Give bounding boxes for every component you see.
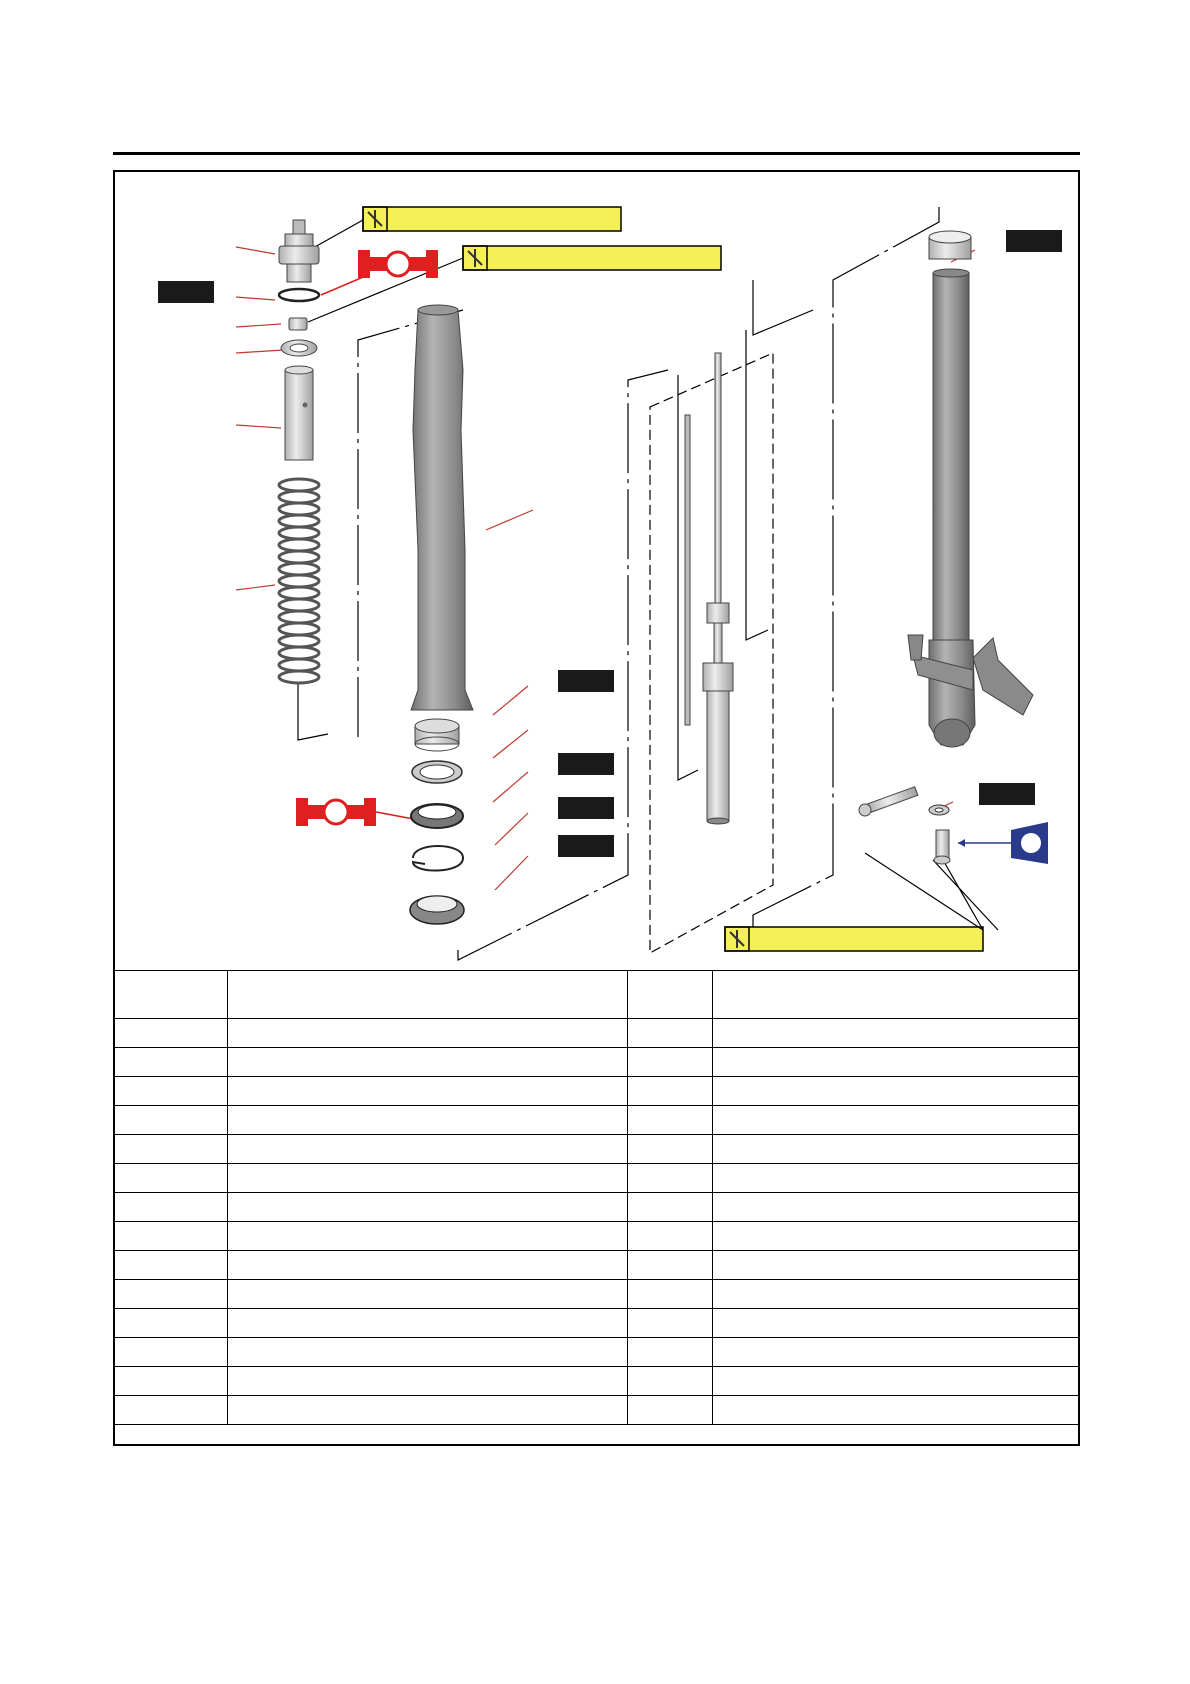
table-cell: [228, 1048, 628, 1077]
table-cell: [628, 1222, 713, 1251]
table-row: [114, 1077, 1080, 1106]
table-cell: [713, 1077, 1080, 1106]
table-cell: [228, 1164, 628, 1193]
table-cell: [228, 1193, 628, 1222]
table-cell: [628, 1164, 713, 1193]
small-washer: [929, 805, 949, 815]
table-row: [114, 1280, 1080, 1309]
table-cell: [713, 971, 1080, 1019]
oil-seal-clip: [413, 846, 463, 871]
leader-lines: [236, 247, 975, 890]
table-cell: [228, 1309, 628, 1338]
table-cell: [114, 1135, 228, 1164]
table-cell: [628, 1106, 713, 1135]
table-cell: [628, 1077, 713, 1106]
table-cell: [628, 1251, 713, 1280]
table-cell: [628, 1135, 713, 1164]
inner-tube: [933, 269, 969, 643]
table-cell: [713, 1019, 1080, 1048]
table-cell: [228, 1019, 628, 1048]
table-cell: [628, 1396, 713, 1425]
spec-box-top: [363, 207, 621, 231]
parts-table: [113, 970, 1080, 1425]
table-cell: [713, 1106, 1080, 1135]
table-cell: [228, 971, 628, 1019]
table-cell: [114, 1193, 228, 1222]
table-cell: [628, 1309, 713, 1338]
table-cell: [713, 1135, 1080, 1164]
cap-bolt: [279, 220, 319, 282]
table-cell: [713, 1222, 1080, 1251]
table-cell: [628, 1019, 713, 1048]
table-cell: [713, 1251, 1080, 1280]
exploded-view-diagram: [113, 170, 1080, 971]
header-rule: [113, 152, 1080, 155]
table-cell: [713, 1338, 1080, 1367]
table-cell: [628, 1280, 713, 1309]
new-part-icon: [296, 798, 376, 826]
table-row: [114, 1164, 1080, 1193]
fork-spring: [279, 479, 319, 683]
table-cell: [114, 1396, 228, 1425]
table-row: [114, 1222, 1080, 1251]
o-ring: [279, 289, 319, 301]
table-cell: [114, 1019, 228, 1048]
table-cell: [114, 1251, 228, 1280]
table-cell: [228, 1396, 628, 1425]
damper-rod: [703, 353, 733, 824]
table-row: [114, 1338, 1080, 1367]
note-box: [558, 753, 614, 775]
outer-tube: [411, 305, 473, 710]
lock-nut: [289, 318, 307, 330]
table-cell: [114, 1106, 228, 1135]
locking-agent-icon: [958, 822, 1048, 864]
table-cell: [114, 1048, 228, 1077]
table-cell: [713, 1280, 1080, 1309]
table-cell: [228, 1251, 628, 1280]
note-box: [1006, 230, 1062, 252]
dust-seal: [410, 896, 464, 924]
table-cell: [228, 1135, 628, 1164]
note-box: [979, 783, 1035, 805]
spec-box-bottom: [725, 927, 983, 951]
table-cell: [228, 1077, 628, 1106]
table-row: [114, 1135, 1080, 1164]
table-cell: [228, 1338, 628, 1367]
table-row: [114, 971, 1080, 1019]
black-leaders: [308, 220, 998, 930]
axle-bracket: [908, 635, 1033, 747]
damper-rod-outline: [650, 353, 773, 953]
inner-tube-bushing: [929, 231, 971, 259]
axle-pinch-bolt: [934, 830, 950, 864]
table-cell: [114, 1280, 228, 1309]
table-cell: [114, 1338, 228, 1367]
note-box: [558, 835, 614, 857]
oil-seal: [411, 804, 463, 828]
table-cell: [628, 1367, 713, 1396]
table-cell: [114, 1367, 228, 1396]
fork-rod: [685, 415, 690, 725]
table-cell: [114, 1222, 228, 1251]
table-cell: [228, 1222, 628, 1251]
note-box: [558, 670, 614, 692]
table-row: [114, 1106, 1080, 1135]
table-cell: [628, 971, 713, 1019]
table-cell: [713, 1164, 1080, 1193]
new-part-icon: [358, 250, 438, 278]
table-cell: [114, 971, 228, 1019]
table-cell: [628, 1193, 713, 1222]
table-row: [114, 1309, 1080, 1338]
table-row: [114, 1048, 1080, 1077]
table-row: [114, 1367, 1080, 1396]
table-cell: [713, 1367, 1080, 1396]
spring-collar: [285, 366, 313, 460]
table-row: [114, 1251, 1080, 1280]
table-cell: [114, 1309, 228, 1338]
table-cell: [713, 1048, 1080, 1077]
note-box: [158, 281, 214, 303]
table-cell: [114, 1164, 228, 1193]
new-part-arrow: [321, 275, 368, 295]
spec-box-mid: [463, 246, 721, 270]
spacer-washer: [281, 340, 317, 356]
table-row: [114, 1396, 1080, 1425]
table-cell: [114, 1077, 228, 1106]
table-cell: [713, 1396, 1080, 1425]
assembly-guide-lower: [458, 370, 668, 960]
note-box: [558, 797, 614, 819]
table-row: [114, 1019, 1080, 1048]
table-cell: [628, 1048, 713, 1077]
table-cell: [628, 1338, 713, 1367]
slide-bushing: [415, 719, 459, 751]
table-cell: [713, 1309, 1080, 1338]
table-cell: [228, 1280, 628, 1309]
pinch-bolt: [859, 787, 918, 816]
table-cell: [228, 1106, 628, 1135]
table-cell: [713, 1193, 1080, 1222]
washer: [412, 761, 462, 783]
table-row: [114, 1193, 1080, 1222]
table-cell: [228, 1367, 628, 1396]
